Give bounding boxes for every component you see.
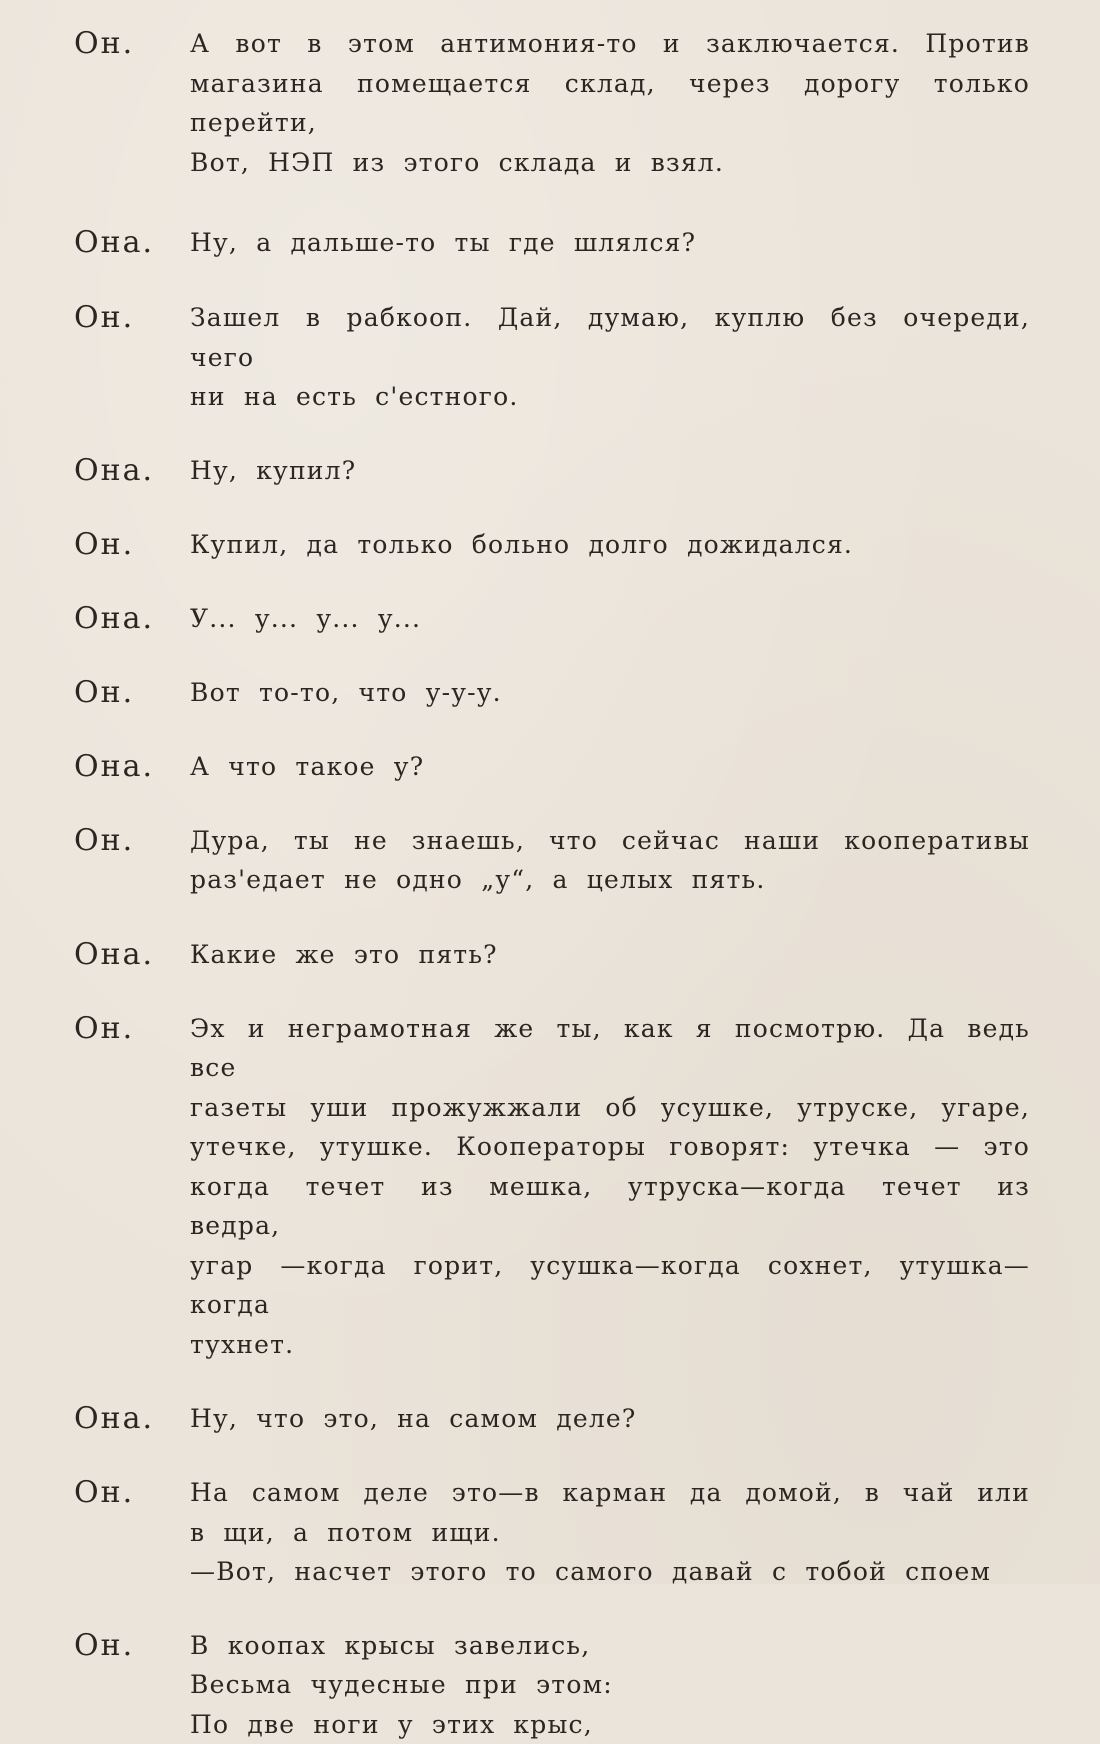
speech-line: Ну, купил? [190, 451, 1030, 491]
dialogue-turn [74, 1626, 1030, 1744]
speech-line: Купил, да только больно долго дожидался. [190, 525, 1030, 565]
speech-text [190, 1473, 1030, 1592]
dialogue-turn [74, 223, 1030, 263]
speech-line: На самом деле это—в карман да домой, в чай или [190, 1473, 1030, 1513]
speech-line: магазина помещается склад, через дорогу только перейти, [190, 64, 1030, 143]
speaker-label: Он. [74, 673, 190, 713]
speech-line: А что такое у? [190, 747, 1030, 787]
speech-line: Дура, ты не знаешь, что сейчас наши кооперативы [190, 821, 1030, 861]
speech-line: ни на есть с'естного. [190, 377, 1030, 417]
speech-line: угар —когда горит, усушка—когда сохнет, утушка—когда [190, 1246, 1030, 1325]
speech-text [190, 821, 1030, 900]
dialogue-turn [74, 451, 1030, 491]
speech-line: когда течет из мешка, утруска—когда течет из ведра, [190, 1167, 1030, 1246]
speech-text [190, 223, 1030, 263]
speaker-label: Она. [74, 747, 190, 787]
speech-line: Ну, что это, на самом деле? [190, 1399, 1030, 1439]
speech-text [190, 298, 1030, 417]
speaker-label: Он. [74, 1626, 190, 1666]
dialogue-turn [74, 525, 1030, 565]
speaker-label: Он. [74, 821, 190, 861]
speech-line: тухнет. [190, 1325, 1030, 1365]
dialogue-turn [74, 1399, 1030, 1439]
dialogue-turn [74, 298, 1030, 417]
speaker-label: Он. [74, 1473, 190, 1513]
speech-text [190, 747, 1030, 787]
dialogue-turn [74, 599, 1030, 639]
speaker-label: Она. [74, 599, 190, 639]
speech-line: Какие же это пять? [190, 935, 1030, 975]
dialogue-turn [74, 747, 1030, 787]
speech-text [190, 1399, 1030, 1439]
speech-line: в щи, а потом ищи. [190, 1513, 1030, 1553]
speech-line: Ну, а дальше-то ты где шлялся? [190, 223, 1030, 263]
speech-line: У... у... у... у... [190, 599, 1030, 639]
speech-text [190, 1626, 1030, 1744]
speech-line: А вот в этом антимония-то и заключается. Против [190, 24, 1030, 64]
dialogue-turn [74, 24, 1030, 182]
speech-line: —Вот, насчет этого то самого давай с тобой споем [190, 1552, 1030, 1592]
speech-text [190, 451, 1030, 491]
speech-line: Весьма чудесные при этом: [190, 1665, 1030, 1705]
dialogue-turn [74, 1009, 1030, 1365]
speech-line: Зашел в рабкооп. Дай, думаю, куплю без очереди, чего [190, 298, 1030, 377]
speaker-label: Она. [74, 223, 190, 263]
speech-line: газеты уши прожужжали об усушке, утруске, угаре, [190, 1088, 1030, 1128]
speech-text [190, 673, 1030, 713]
speaker-label: Он. [74, 525, 190, 565]
dialogue-turn [74, 935, 1030, 975]
dialogue-turn [74, 673, 1030, 713]
speech-line: раз'едает не одно „у“, а целых пять. [190, 860, 1030, 900]
speech-text [190, 1009, 1030, 1365]
speech-line: Эх и неграмотная же ты, как я посмотрю. Да ведь все [190, 1009, 1030, 1088]
speech-text [190, 24, 1030, 182]
speaker-label: Она. [74, 1399, 190, 1439]
speaker-label: Она. [74, 451, 190, 491]
speech-line: Вот то-то, что у-у-у. [190, 673, 1030, 713]
speaker-label: Он. [74, 298, 190, 338]
speaker-label: Он. [74, 24, 190, 64]
speaker-label: Он. [74, 1009, 190, 1049]
speaker-label: Она. [74, 935, 190, 975]
speech-text [190, 599, 1030, 639]
speech-text [190, 525, 1030, 565]
speech-line: По две ноги у этих крыс, [190, 1705, 1030, 1744]
dialogue-turn [74, 1473, 1030, 1592]
speech-line: Вот, НЭП из этого склада и взял. [190, 143, 1030, 183]
speech-text [190, 935, 1030, 975]
speech-line: В коопах крысы завелись, [190, 1626, 1030, 1666]
dialogue-turn [74, 821, 1030, 900]
speech-line: утечке, утушке. Кооператоры говорят: утечка — это [190, 1127, 1030, 1167]
